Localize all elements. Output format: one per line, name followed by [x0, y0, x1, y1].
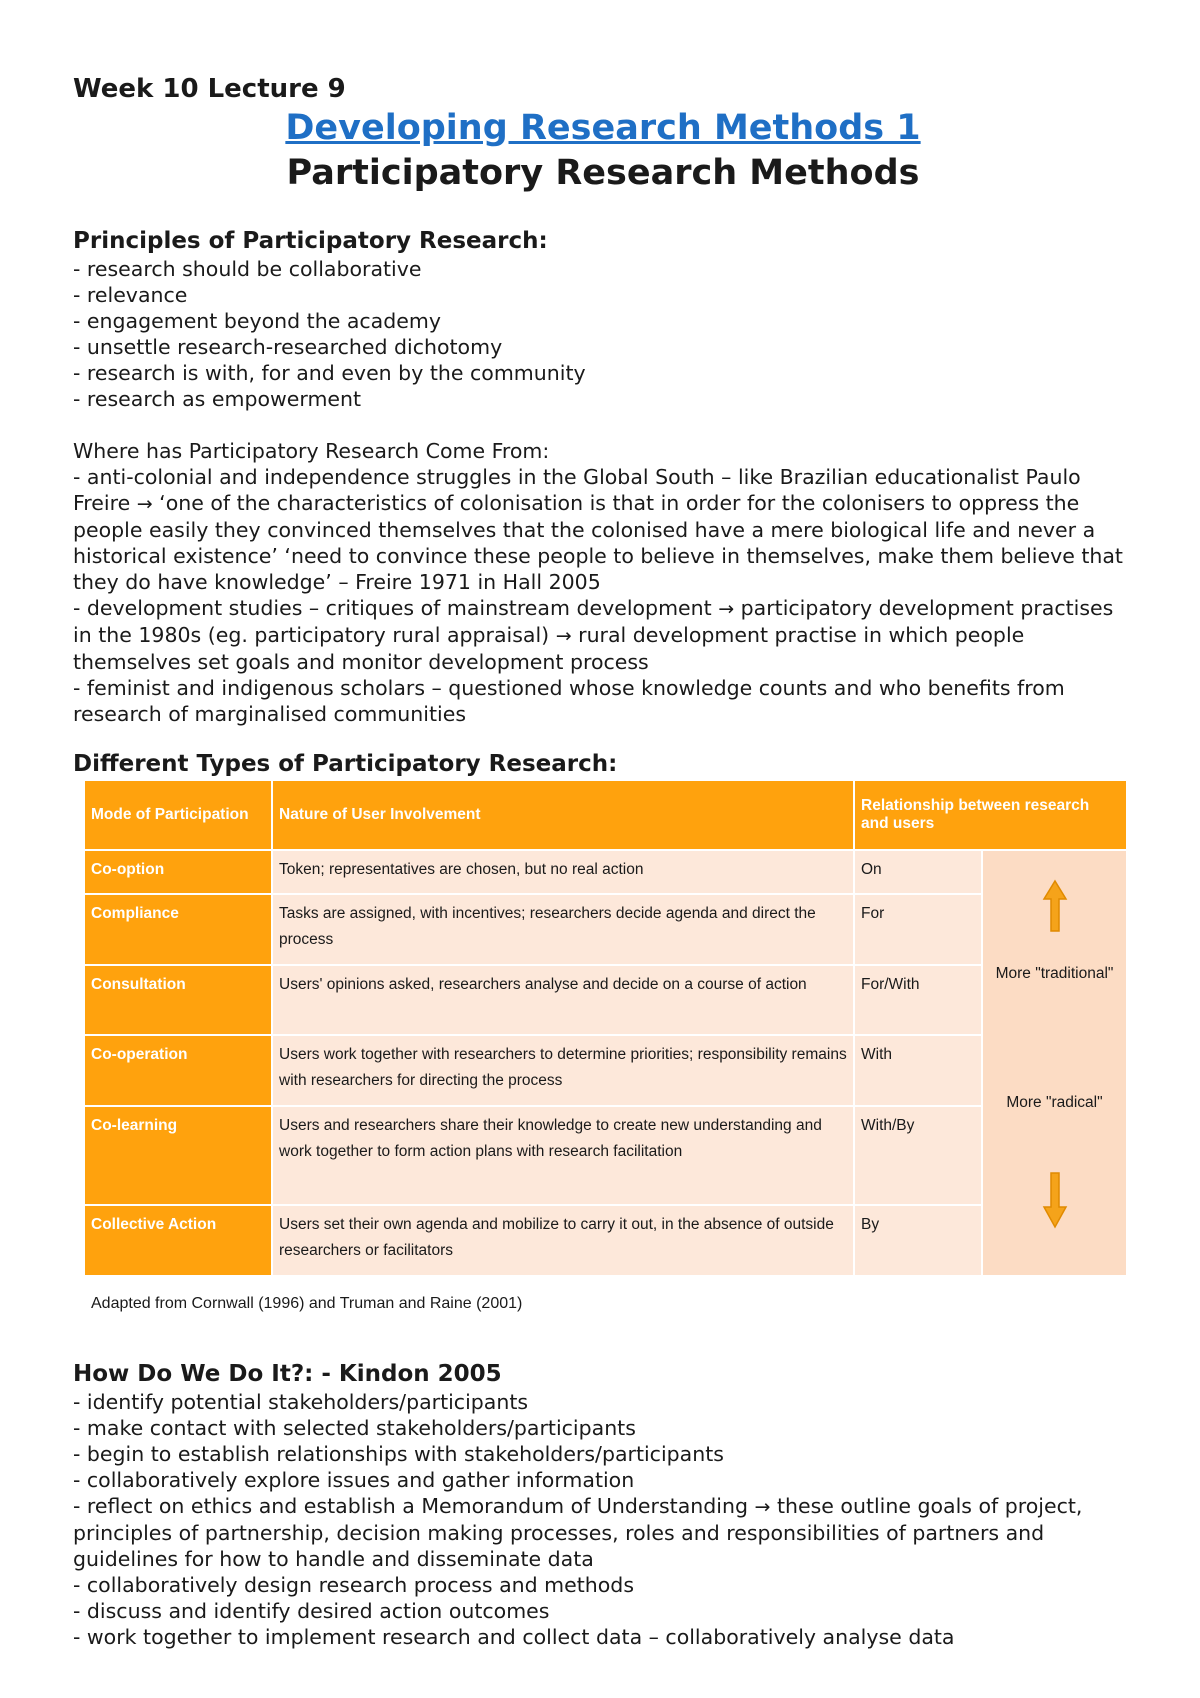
table-row: [84, 1106, 1127, 1205]
mode-cell: Co-operation: [84, 1035, 272, 1106]
header-nature: Nature of User Involvement: [272, 780, 854, 850]
spectrum: [989, 857, 1120, 1269]
list-item: - engagement beyond the academy: [73, 309, 441, 333]
arrow-right-icon: →: [718, 598, 735, 620]
mode-cell: Co-learning: [84, 1106, 272, 1205]
mode-cell: Compliance: [84, 894, 272, 965]
list-item: - identify potential stakeholders/participants: [73, 1390, 529, 1414]
origins-section: [73, 438, 1133, 727]
label-traditional: More "traditional": [995, 965, 1114, 982]
nature-cell: Users and researchers share their knowledge to create new understanding and work together to form action plans with research facilitation: [272, 1106, 854, 1205]
page-title: Participatory Research Methods: [286, 153, 920, 193]
arrow-right-icon: →: [136, 493, 153, 515]
document-body: [73, 72, 1133, 1650]
nature-cell: Users work together with researchers to determine priorities; responsibility remains with researchers for directing the process: [272, 1035, 854, 1106]
list-item: - discuss and identify desired action outcomes: [73, 1599, 550, 1623]
list-item: - collaboratively explore issues and gather information: [73, 1468, 635, 1492]
how-section: [73, 1359, 1133, 1650]
arrow-right-icon: →: [754, 1496, 771, 1518]
list-item: [73, 1493, 1133, 1572]
table-row: [84, 850, 1127, 894]
list-item: - relevance: [73, 283, 188, 307]
participation-table: [83, 779, 1128, 1277]
types-table-wrap: [83, 779, 1126, 1315]
header-relationship: Relationship between research and users: [854, 780, 1127, 850]
relationship-cell: For: [854, 894, 982, 965]
list-item: - research is with, for and even by the community: [73, 361, 586, 385]
nature-cell: Users set their own agenda and mobilize to carry it out, in the absence of outside researchers or facilitators: [272, 1205, 854, 1276]
how-heading: How Do We Do It?: - Kindon 2005: [73, 1361, 502, 1387]
origins-heading: Where has Participatory Research Come From:: [73, 439, 550, 463]
reflect-detail: these outline goals of project, principles of partnership, decision making processes, roles and responsibilities of partners and guidelines for how to handle and disseminate data: [73, 1494, 1083, 1571]
list-item: - begin to establish relationships with stakeholders/participants: [73, 1442, 724, 1466]
title-link[interactable]: Developing Research Methods 1: [285, 108, 921, 148]
arrow-down-icon: [1042, 1171, 1068, 1229]
origins-paragraph-3: - feminist and indigenous scholars – questioned whose knowledge counts and who benefits from research of marginalised communities: [73, 676, 1065, 726]
principles-list: [73, 256, 1133, 412]
list-item: - unsettle research-researched dichotomy: [73, 335, 503, 359]
table-row: [84, 1035, 1127, 1106]
relationship-cell: With: [854, 1035, 982, 1106]
origins-p2-text-1: - development studies – critiques of mainstream development: [73, 596, 712, 620]
how-list: [73, 1389, 1133, 1650]
principles-heading: Principles of Participatory Research:: [73, 228, 548, 254]
origins-p2-text-3: rural development practise in which people themselves set goals and monitor development process: [73, 623, 1025, 674]
week-label: Week 10 Lecture 9: [73, 74, 346, 104]
types-section: [73, 749, 1133, 1315]
list-item: - research as empowerment: [73, 387, 362, 411]
list-item: - research should be collaborative: [73, 257, 422, 281]
mode-cell: Consultation: [84, 965, 272, 1036]
nature-cell: Users' opinions asked, researchers analyse and decide on a course of action: [272, 965, 854, 1036]
list-item: - collaboratively design research process and methods: [73, 1573, 634, 1597]
relationship-cell: For/With: [854, 965, 982, 1036]
arrow-right-icon: →: [555, 625, 572, 647]
relationship-cell: With/By: [854, 1106, 982, 1205]
origins-p1-text: - anti-colonial and independence struggles in the Global South – like Brazilian educationalist Paulo Freire: [73, 465, 1081, 515]
nature-cell: Token; representatives are chosen, but no real action: [272, 850, 854, 894]
origins-paragraph-2: [73, 595, 1133, 675]
list-item: - work together to implement research and collect data – collaboratively analyse data: [73, 1625, 955, 1649]
relationship-cell: By: [854, 1205, 982, 1276]
origins-paragraph-1: [73, 464, 1133, 595]
table-caption: Adapted from Cornwall (1996) and Truman and Raine (2001): [91, 1295, 523, 1312]
table-row: [84, 965, 1127, 1036]
label-radical: More "radical": [1006, 1094, 1103, 1111]
spectrum-cell: [982, 850, 1127, 1276]
header-mode: Mode of Participation: [84, 780, 272, 850]
table-header-row: [84, 780, 1127, 850]
mode-cell: Collective Action: [84, 1205, 272, 1276]
table-row: [84, 1205, 1127, 1276]
types-heading: Different Types of Participatory Research:: [73, 751, 618, 777]
mode-cell: Co-option: [84, 850, 272, 894]
origins-p2-text-2: participatory development practises in the 1980s (eg. participatory rural appraisal): [73, 596, 1114, 647]
table-row: [84, 894, 1127, 965]
list-item: - make contact with selected stakeholders/participants: [73, 1416, 636, 1440]
arrow-up-icon: [1042, 879, 1068, 933]
reflect-text: - reflect on ethics and establish a Memorandum of Understanding: [73, 1494, 748, 1518]
nature-cell: Tasks are assigned, with incentives; researchers decide agenda and direct the process: [272, 894, 854, 965]
principles-section: [73, 226, 1133, 412]
relationship-cell: On: [854, 850, 982, 894]
origins-p1-quote: ‘one of the characteristics of colonisation is that in order for the colonisers to oppress the people easily they convinced themselves that the colonised have a mere biological life and never a historical existence’ ‘need to convince these people to believe in themselves, make them believe that they do have knowledge’ – Freire 1971 in Hall 2005: [73, 491, 1123, 594]
